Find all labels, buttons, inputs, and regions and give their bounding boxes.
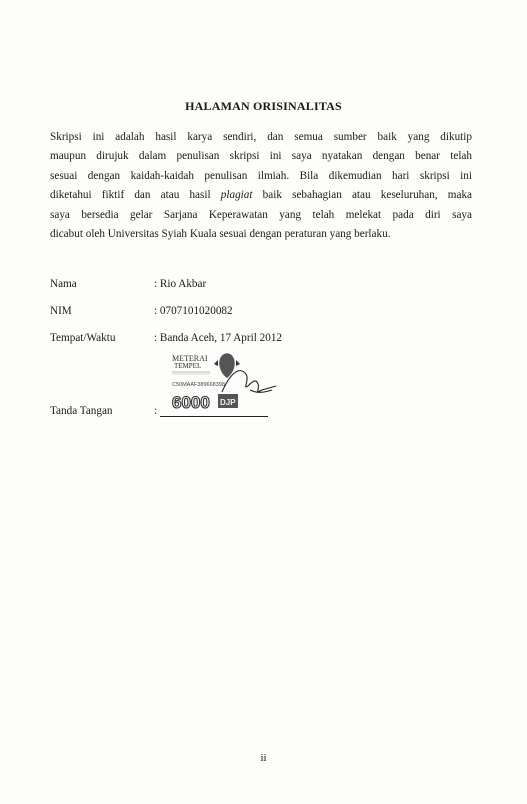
page-number: ii	[260, 752, 267, 764]
field-value: : 0707101020082	[154, 305, 233, 317]
field-label: Tanda Tangan	[50, 405, 113, 417]
field-value: :	[154, 405, 158, 417]
meterai-stamp	[158, 350, 278, 416]
field-value: : Banda Aceh, 17 April 2012	[154, 332, 283, 344]
stamp-serial: C50MAAF389668398	[172, 382, 225, 388]
paragraph-line: dicabut oleh Universitas Syiah Kuala sesuai dengan peraturan yang berlaku.	[50, 227, 391, 240]
statement-paragraph	[50, 128, 472, 244]
field-label: NIM	[50, 305, 72, 317]
stamp-amount: 6000	[172, 393, 210, 412]
stamp-suffix: DJP	[220, 398, 236, 407]
stamp-line1: METERAI	[172, 354, 208, 363]
stamp-line2: TEMPEL	[174, 362, 202, 370]
paragraph-line: diketahui fiktif dan atau hasil plagiat baik sebahagian atau keseluruhan, maka	[50, 189, 473, 202]
page-title: HALAMAN ORISINALITAS	[185, 99, 342, 113]
paragraph-line: saya bersedia gelar Sarjana Keperawatan yang telah melekat pada diri saya	[50, 208, 472, 221]
paragraph-line: Skripsi ini adalah hasil karya sendiri, dan semua sumber baik yang dikutip	[50, 131, 472, 143]
paragraph-line: maupun dirujuk dalam penulisan skripsi ini saya nyatakan dengan benar telah	[50, 150, 472, 163]
field-value: : Rio Akbar	[154, 278, 207, 290]
garuda-emblem-icon	[214, 353, 240, 378]
field-label: Nama	[50, 278, 77, 290]
plagiat-word: plagiat	[220, 189, 253, 202]
signature-line	[160, 416, 268, 417]
field-label: Tempat/Waktu	[50, 332, 116, 344]
paragraph-line: sesuai dengan kaidah-kaidah penulisan ilmiah. Bila dikemudian hari skripsi ini	[50, 169, 472, 182]
